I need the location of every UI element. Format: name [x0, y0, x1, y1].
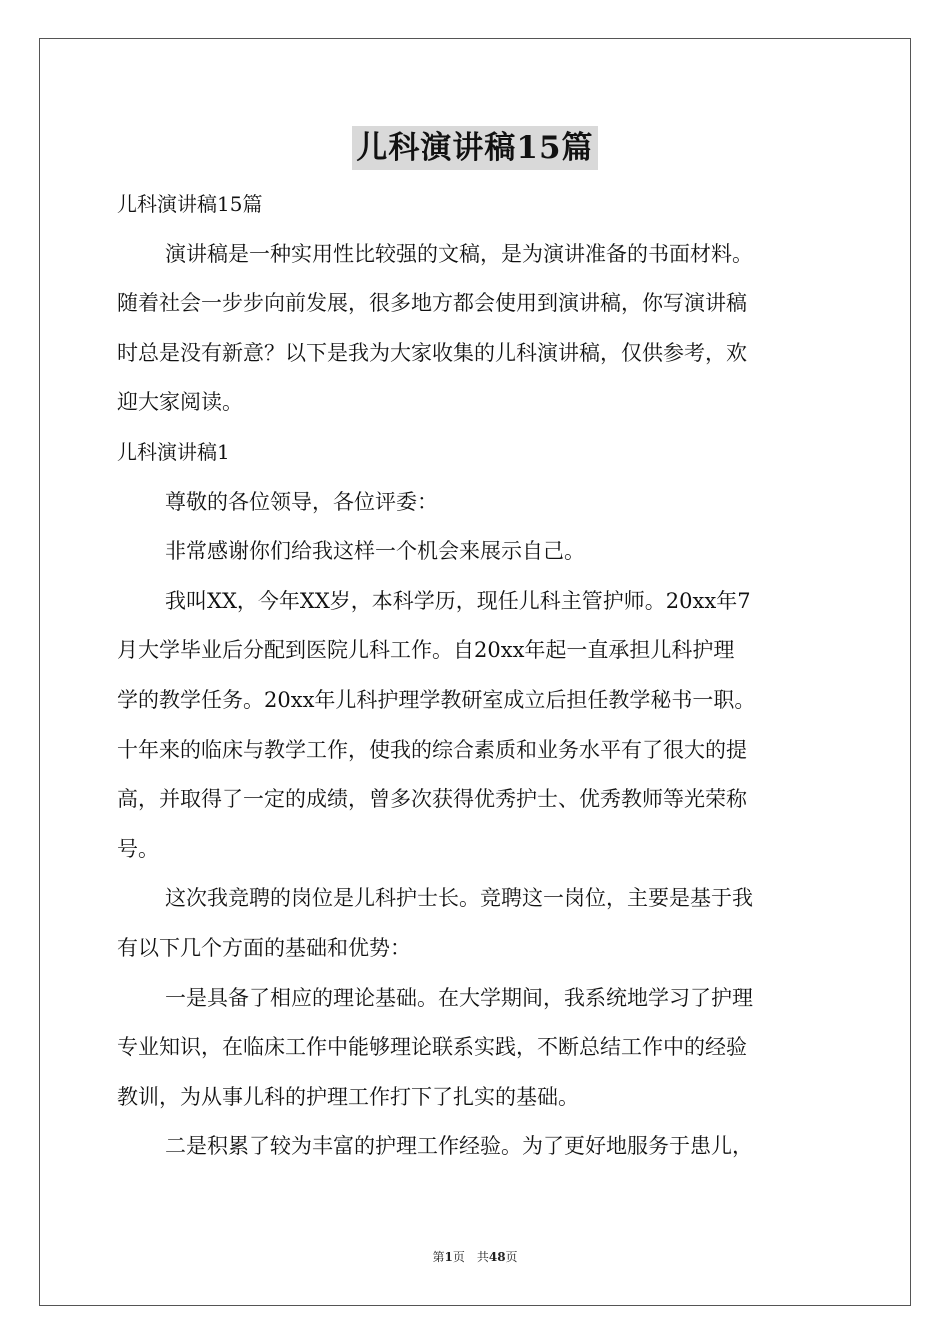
document-body: [117, 180, 837, 1172]
paragraph-line: 二是积累了较为丰富的护理工作经验。为了更好地服务于患儿，: [165, 1134, 753, 1159]
paragraph-line: 十年来的临床与教学工作，使我的综合素质和业务水平有了很大的提: [117, 737, 747, 762]
paragraph-line: 随着社会一步步向前发展，很多地方都会使用到演讲稿，你写演讲稿: [117, 291, 747, 316]
footer-total-pages: 48: [488, 1250, 506, 1264]
footer-page-number: 1: [444, 1250, 453, 1264]
paragraph-line: 时总是没有新意？以下是我为大家收集的儿科演讲稿，仅供参考，欢: [117, 340, 747, 365]
paragraph-line: 尊敬的各位领导，各位评委：: [165, 489, 438, 514]
paragraph-line: 这次我竞聘的岗位是儿科护士长。竞聘这一岗位，主要是基于我: [165, 886, 753, 911]
paragraph-line: 学的教学任务。20xx年儿科护理学教研室成立后担任教学秘书一职。: [117, 687, 756, 712]
paragraph-line: 教训，为从事儿科的护理工作打下了扎实的基础。: [117, 1084, 579, 1109]
paragraph-line: 高，并取得了一定的成绩，曾多次获得优秀护士、优秀教师等光荣称: [117, 787, 747, 812]
paragraph-line: 迎大家阅读。: [117, 390, 243, 415]
document-title: 儿科演讲稿15篇: [352, 126, 597, 170]
footer-page-prefix: 第: [432, 1250, 445, 1264]
paragraph-line: 一是具备了相应的理论基础。在大学期间，我系统地学习了护理: [165, 985, 753, 1010]
footer-total-prefix: 共: [476, 1250, 489, 1264]
footer-page-suffix: 页: [452, 1250, 465, 1264]
paragraph-line: 专业知识，在临床工作中能够理论联系实践，不断总结工作中的经验: [117, 1035, 747, 1060]
page-footer: [0, 1248, 950, 1265]
paragraph-line: 我叫XX，今年XX岁，本科学历，现任儿科主管护师。20xx年7: [165, 588, 751, 613]
paragraph-line: 有以下几个方面的基础和优势：: [117, 935, 411, 960]
footer-total-suffix: 页: [505, 1250, 518, 1264]
paragraph-line: 非常感谢你们给我这样一个机会来展示自己。: [165, 539, 585, 564]
paragraph-line: 月大学毕业后分配到医院儿科工作。自20xx年起一直承担儿科护理: [117, 638, 735, 663]
section-heading: 儿科演讲稿1: [117, 439, 230, 464]
paragraph-line: 号。: [117, 836, 159, 861]
title-container: [0, 126, 950, 170]
section-heading: 儿科演讲稿15篇: [117, 192, 263, 216]
paragraph-line: 演讲稿是一种实用性比较强的文稿，是为演讲准备的书面材料。: [165, 241, 753, 266]
